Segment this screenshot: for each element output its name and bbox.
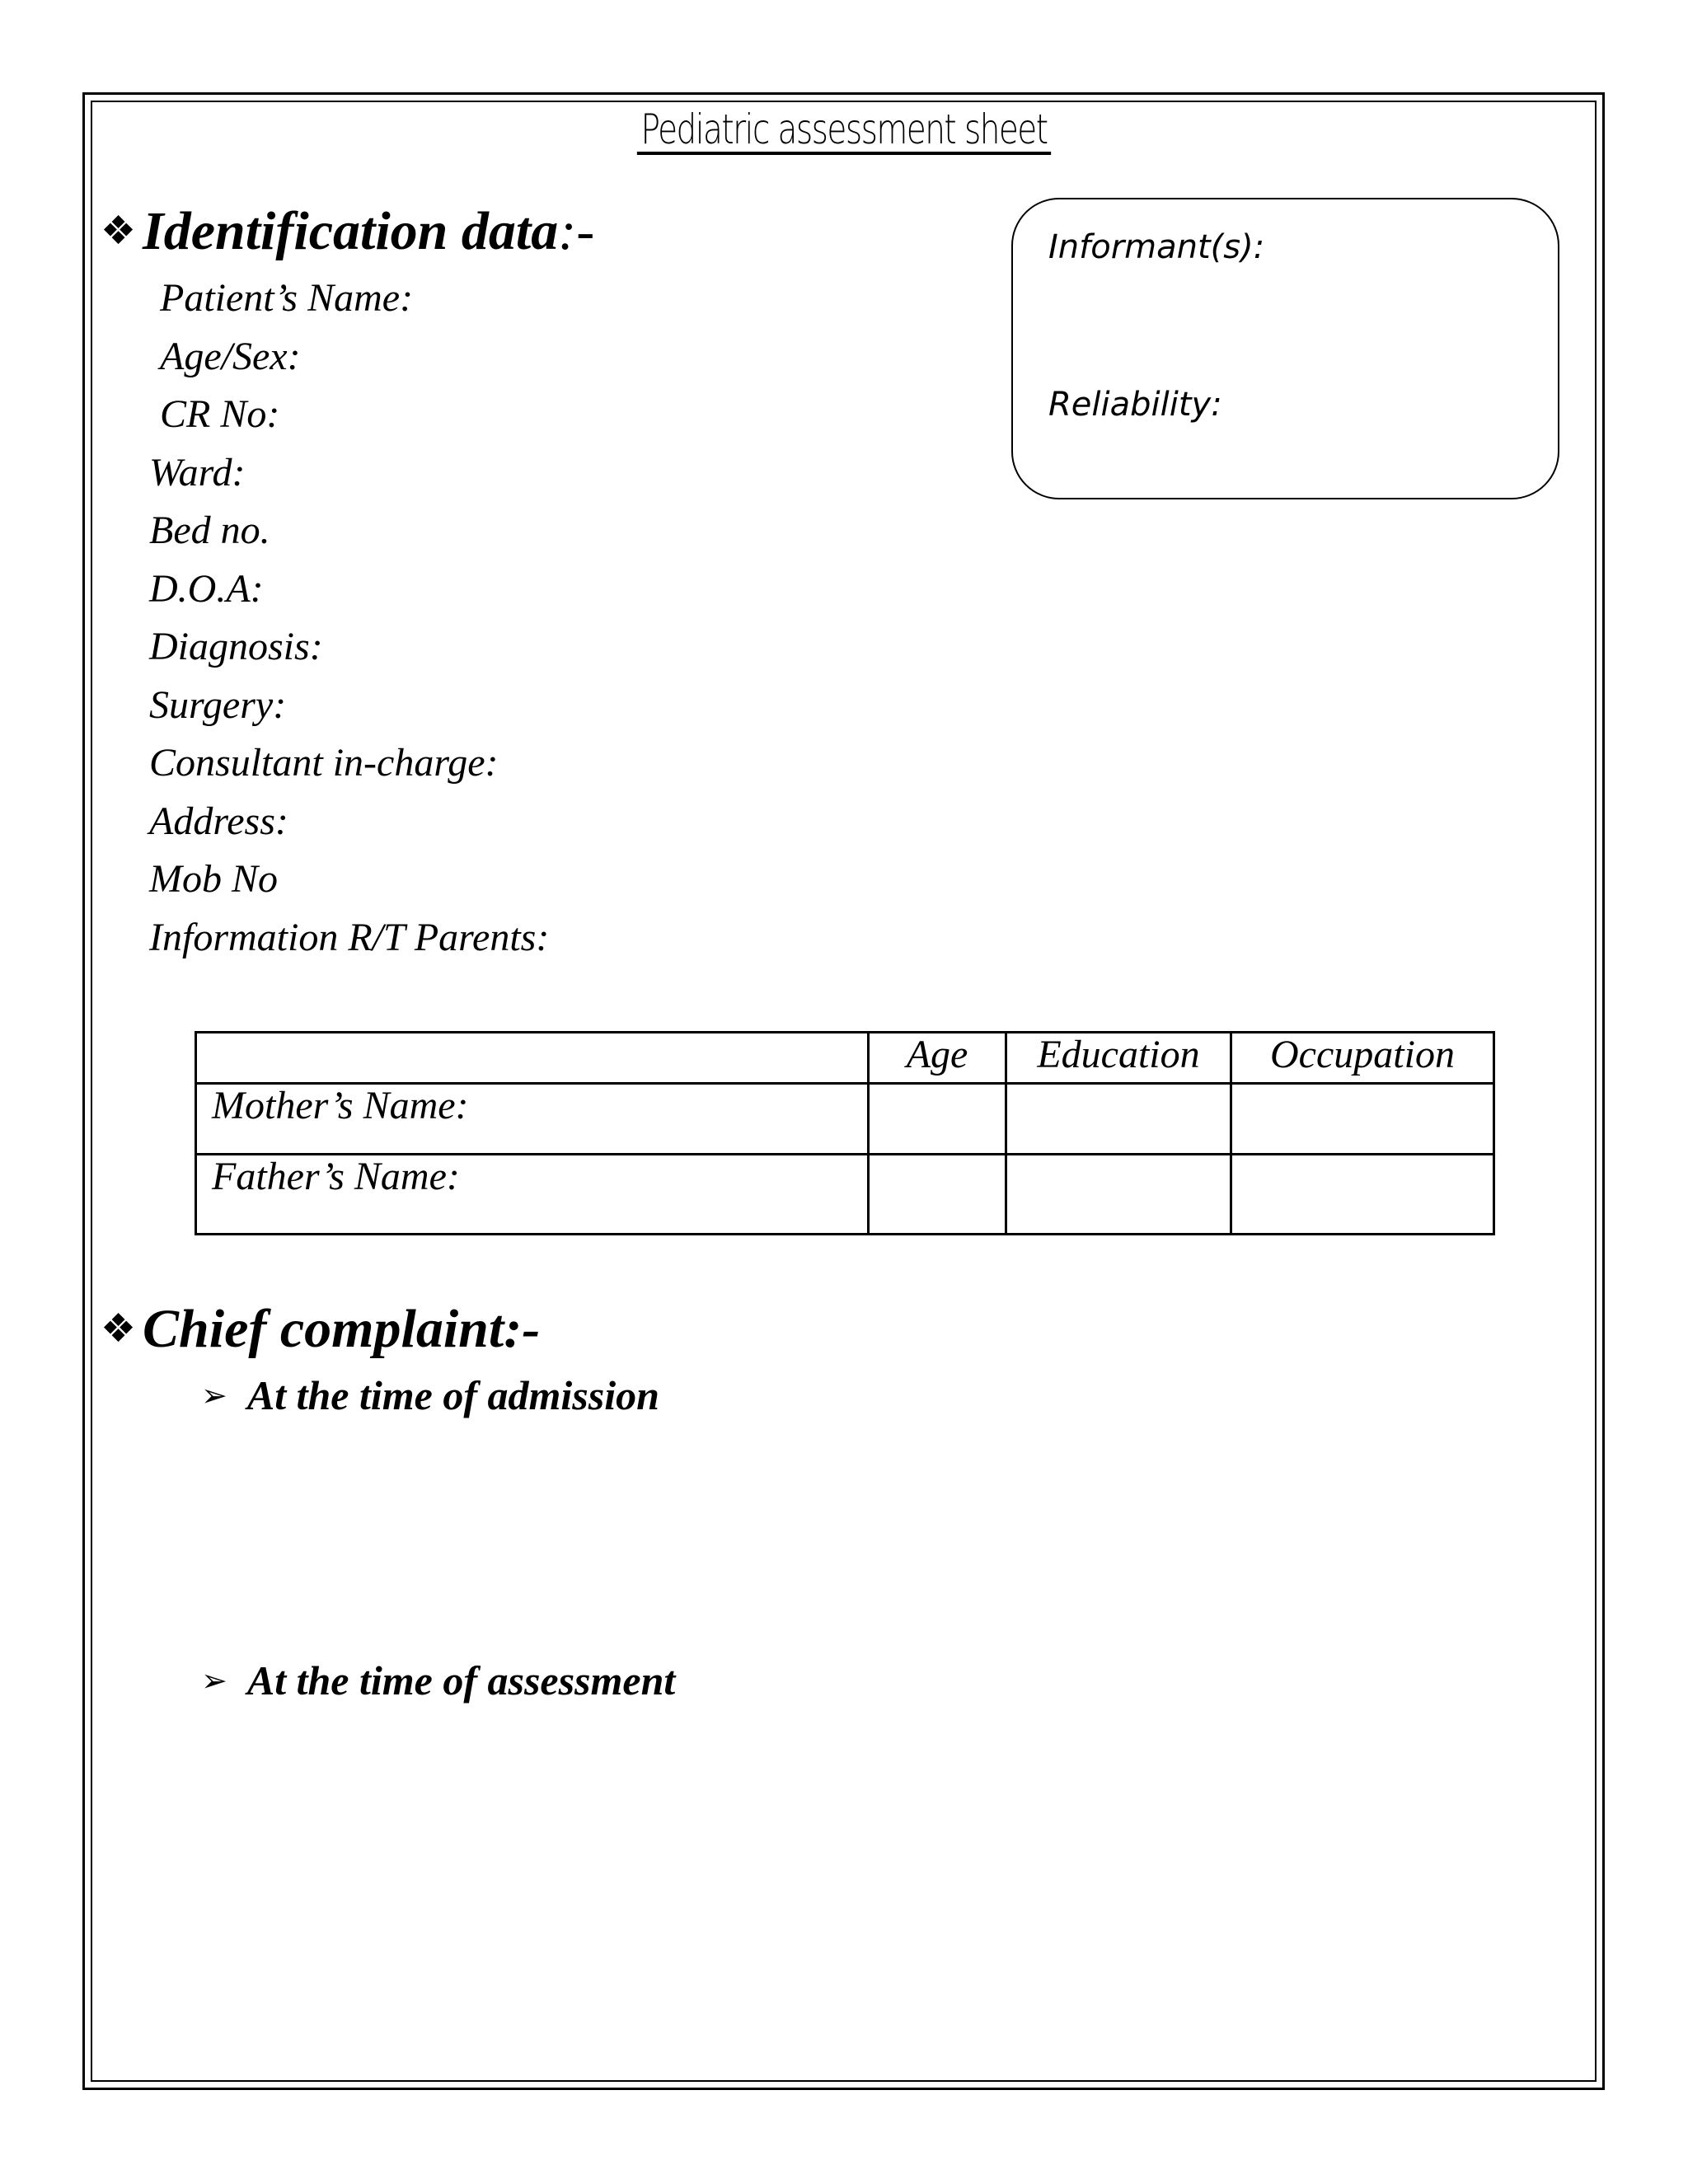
complaint-assessment bbox=[201, 1657, 676, 1704]
table-header-age: Age bbox=[869, 1033, 1006, 1084]
arrow-bullet-icon: ➢ bbox=[201, 1662, 227, 1699]
table-cell-father-education[interactable] bbox=[1006, 1155, 1231, 1235]
field-diagnosis: Diagnosis: bbox=[149, 625, 323, 668]
field-doa: D.O.A: bbox=[149, 567, 264, 611]
table-cell-father-age[interactable] bbox=[869, 1155, 1006, 1235]
complaint-assessment-text: At the time of assessment bbox=[246, 1657, 676, 1704]
field-patient-name: Patient’s Name: bbox=[160, 276, 414, 320]
informant-box bbox=[1011, 198, 1559, 499]
diamond-bullet-icon: ❖ bbox=[101, 208, 137, 254]
table-header-row bbox=[196, 1033, 1494, 1084]
complaint-admission bbox=[201, 1372, 659, 1418]
chief-complaint-heading-text: Chief complaint:- bbox=[143, 1299, 541, 1359]
field-cr-no: CR No: bbox=[160, 392, 280, 436]
chief-complaint-heading bbox=[101, 1299, 541, 1359]
table-row-father bbox=[196, 1155, 1494, 1235]
table-cell-mother-age[interactable] bbox=[869, 1084, 1006, 1155]
field-bed-no: Bed no. bbox=[149, 509, 270, 552]
identification-heading-text: Identification data bbox=[143, 201, 559, 261]
diamond-bullet-icon: ❖ bbox=[101, 1305, 137, 1352]
field-age-sex: Age/Sex: bbox=[160, 335, 301, 378]
table-row-mother bbox=[196, 1084, 1494, 1155]
table-header-blank bbox=[196, 1033, 869, 1084]
page-title-text: Pediatric assessment sheet bbox=[637, 109, 1051, 155]
arrow-bullet-icon: ➢ bbox=[201, 1377, 227, 1413]
table-header-education: Education bbox=[1006, 1033, 1231, 1084]
field-consultant: Consultant in-charge: bbox=[149, 741, 499, 785]
field-mob-no: Mob No bbox=[149, 857, 278, 901]
table-cell-father-occupation[interactable] bbox=[1231, 1155, 1494, 1235]
table-cell-father-name[interactable]: Father’s Name: bbox=[196, 1155, 869, 1235]
page-title bbox=[185, 105, 1502, 155]
identification-heading bbox=[101, 201, 595, 261]
identification-heading-suffix: :- bbox=[558, 201, 595, 261]
table-header-occupation: Occupation bbox=[1231, 1033, 1494, 1084]
field-surgery: Surgery: bbox=[149, 683, 287, 727]
field-parents-info: Information R/T Parents: bbox=[149, 916, 550, 959]
reliability-label: Reliability: bbox=[1048, 386, 1222, 424]
parents-table bbox=[195, 1031, 1495, 1235]
table-cell-mother-name[interactable]: Mother’s Name: bbox=[196, 1084, 869, 1155]
field-ward: Ward: bbox=[149, 451, 246, 494]
table-cell-mother-education[interactable] bbox=[1006, 1084, 1231, 1155]
table-cell-mother-occupation[interactable] bbox=[1231, 1084, 1494, 1155]
informants-label: Informant(s): bbox=[1048, 228, 1265, 266]
field-address: Address: bbox=[149, 799, 288, 843]
complaint-admission-text: At the time of admission bbox=[246, 1372, 659, 1418]
